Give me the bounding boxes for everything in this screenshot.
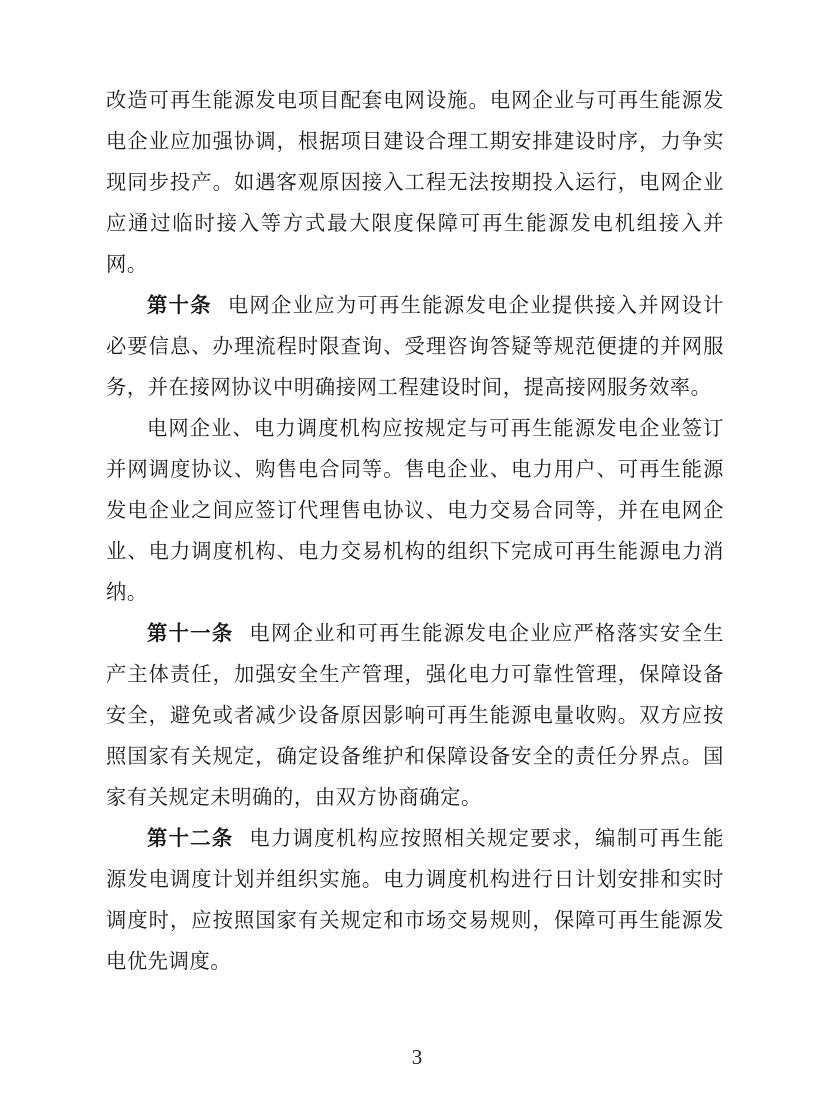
paragraph-text: 电网企业和可再生能源发电企业应严格落实安全生产主体责任，加强安全生产管理，强化电力可靠性管理，保障设备安全，避免或者减少设备原因影响可再生能源电量收购。双方应按照国家有关规定，确定设备维护和保障设备安全的责任分界点。国家有关规定未明确的，由双方协商确定。	[106, 621, 724, 809]
paragraph-continuation	[106, 80, 724, 285]
document-body	[106, 80, 724, 982]
article-title: 第十二条	[147, 826, 234, 850]
paragraph-text: 改造可再生能源发电项目配套电网设施。电网企业与可再生能源发电企业应加强协调，根据项目建设合理工期安排建设时序，力争实现同步投产。如遇客观原因接入工程无法按期投入运行，电网企业应通过临时接入等方式最大限度保障可再生能源发电机组接入并网。	[106, 88, 724, 276]
paragraph-article-10-part-2	[106, 408, 724, 613]
article-title: 第十一条	[147, 621, 234, 645]
paragraph-article-12	[106, 818, 724, 982]
paragraph-text: 电网企业应为可再生能源发电企业提供接入并网设计必要信息、办理流程时限查询、受理咨询答疑等规范便捷的并网服务，并在接网协议中明确接网工程建设时间，提高接网服务效率。	[106, 293, 724, 399]
paragraph-article-10	[106, 285, 724, 408]
page-number: 3	[411, 1045, 423, 1069]
paragraph-article-11	[106, 613, 724, 818]
article-title: 第十条	[147, 293, 212, 317]
paragraph-text: 电网企业、电力调度机构应按规定与可再生能源发电企业签订并网调度协议、购售电合同等。售电企业、电力用户、可再生能源发电企业之间应签订代理售电协议、电力交易合同等，并在电网企业、电力调度机构、电力交易机构的组织下完成可再生能源电力消纳。	[106, 416, 724, 604]
paragraph-text: 电力调度机构应按照相关规定要求，编制可再生能源发电调度计划并组织实施。电力调度机构进行日计划安排和实时调度时，应按照国家有关规定和市场交易规则，保障可再生能源发电优先调度。	[106, 826, 724, 973]
